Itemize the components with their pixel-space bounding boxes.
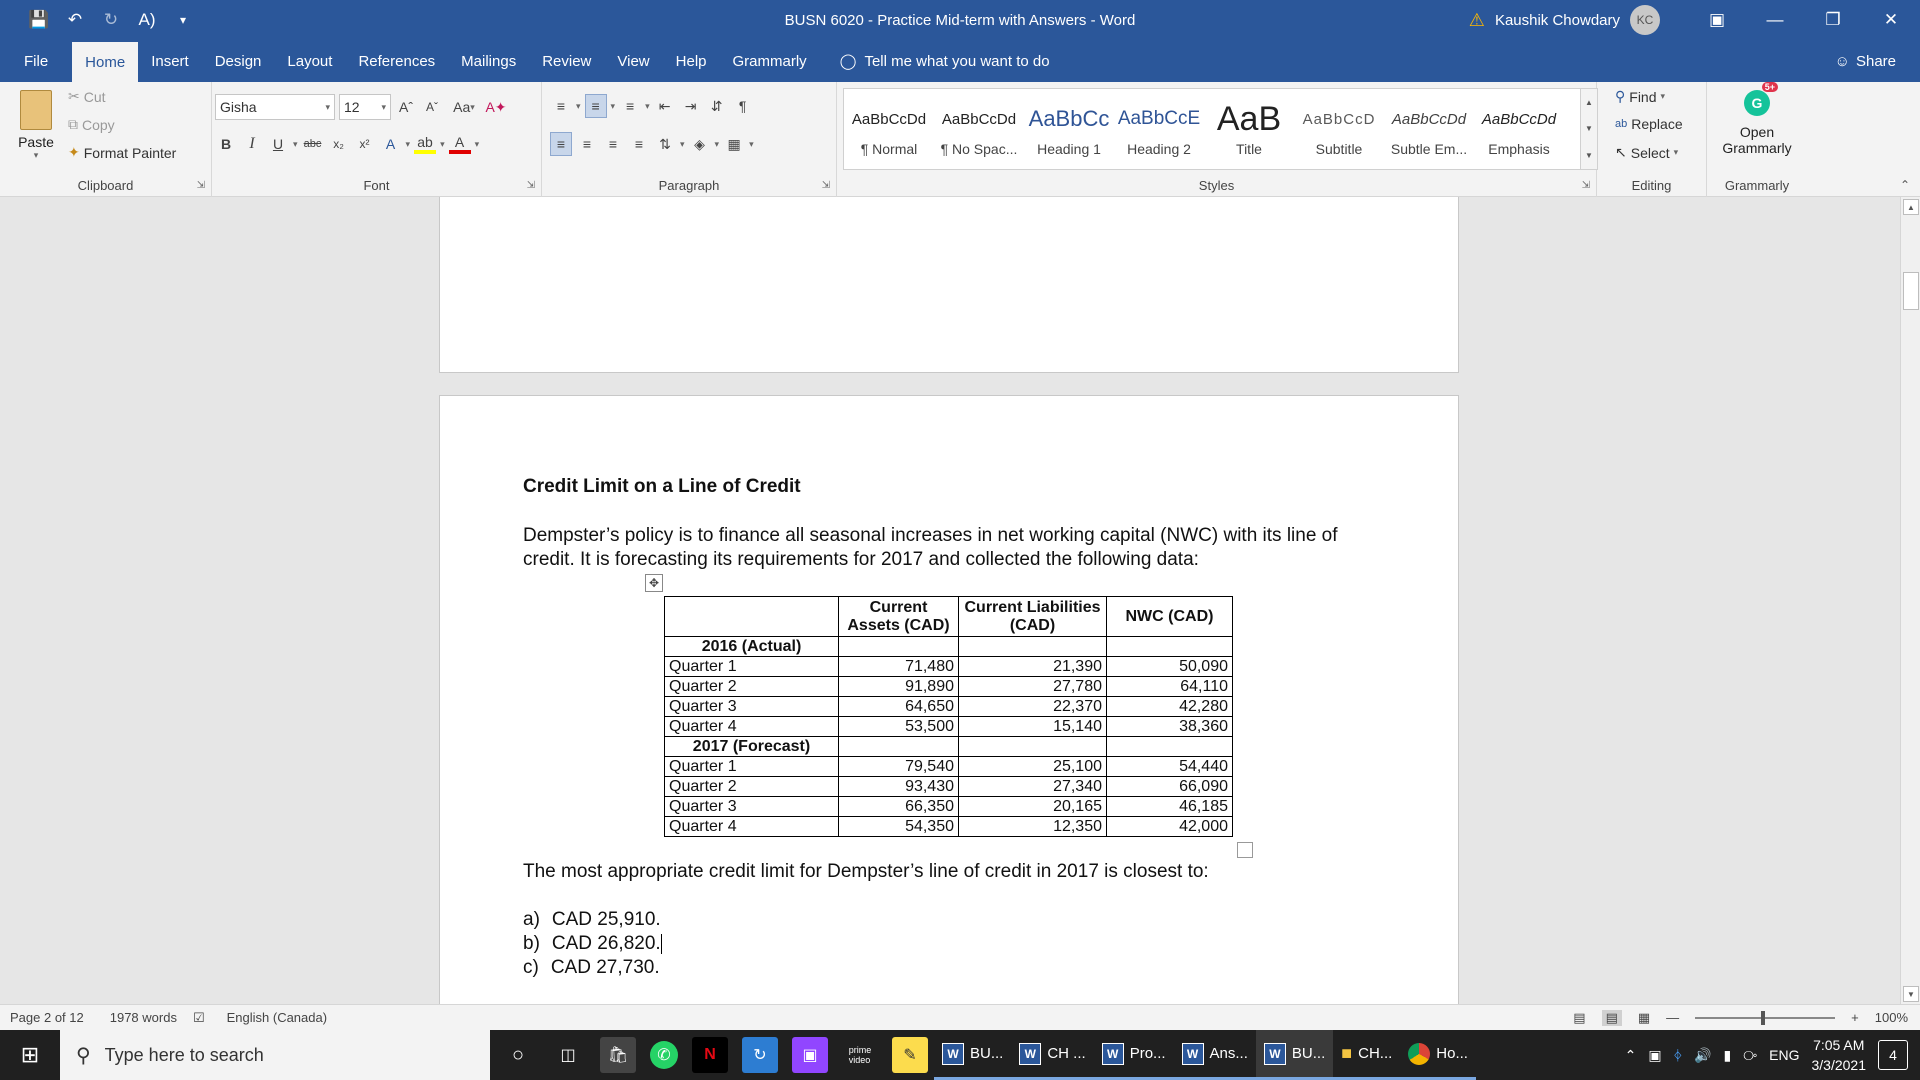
sort-icon[interactable]: ⇵ (710, 97, 723, 114)
previous-page (439, 197, 1459, 373)
window-controls (1688, 0, 1920, 40)
save-icon[interactable]: 💾 (28, 10, 50, 29)
font-size-select[interactable]: 12 ▾ (339, 94, 391, 120)
collapse-ribbon-icon[interactable]: ⌃ (1899, 178, 1910, 192)
netflix-icon[interactable]: N (692, 1037, 728, 1073)
scroll-thumb[interactable] (1903, 272, 1919, 310)
word-icon: W (1102, 1043, 1124, 1065)
text-cursor (661, 934, 662, 954)
tab-insert[interactable]: Insert (151, 52, 189, 70)
text-effects-icon[interactable]: A (385, 136, 396, 152)
volume-icon[interactable]: 🔊 (1694, 1046, 1712, 1063)
editing-group (1597, 82, 1707, 197)
table-row: Quarter 4 53,500 15,140 38,360 (665, 717, 1233, 737)
word-icon: W (942, 1043, 964, 1065)
copy-button[interactable]: ⧉ Copy (68, 116, 115, 133)
style-subtle-emphasis[interactable]: AaBbCcDd Subtle Em... (1390, 110, 1468, 157)
chevron-down-icon: ▾ (1673, 147, 1679, 157)
shrink-font-icon[interactable]: Aˇ (426, 100, 438, 114)
pilcrow-icon[interactable]: ¶ (738, 98, 747, 114)
tab-view[interactable]: View (617, 52, 650, 70)
align-left-icon[interactable]: ≡ (550, 132, 572, 156)
status-bar (0, 1004, 1920, 1030)
shading-icon[interactable]: ◈ (694, 135, 705, 152)
chevron-down-icon[interactable]: ▾ (405, 138, 411, 149)
justify-icon[interactable]: ≡ (634, 136, 644, 152)
taskbar-app-explorer[interactable]: ■ CH... (1333, 1030, 1400, 1080)
battery-icon[interactable]: ▮ (1723, 1046, 1732, 1063)
clipboard-label: Clipboard (77, 178, 134, 193)
system-tray (1625, 1030, 1920, 1080)
word-count[interactable]: 1978 words (109, 1010, 177, 1025)
styles-label: Styles (1198, 178, 1235, 193)
style-title[interactable]: AaB Title (1216, 99, 1282, 157)
paintbrush-icon: ✦ (68, 144, 80, 160)
windows-start-icon[interactable]: ⊞ (20, 1042, 40, 1067)
taskbar-app-chrome[interactable]: Ho... (1400, 1030, 1476, 1080)
whatsapp-icon[interactable]: ✆ (650, 1041, 678, 1069)
style-normal[interactable]: AaBbCcDd ¶ Normal (851, 110, 927, 157)
bullets-icon[interactable]: ≡ (556, 98, 566, 114)
scissors-icon: ✂ (68, 88, 80, 104)
document-area (0, 197, 1900, 1004)
cursor-icon: ↖ (1615, 144, 1627, 160)
change-case-button[interactable]: Aa ▾ (453, 99, 475, 115)
data-table (664, 596, 1233, 837)
cut-button[interactable]: ✂ Cut (68, 88, 106, 105)
styles-gallery (843, 88, 1593, 170)
scroll-down-icon[interactable]: ▼ (1903, 986, 1919, 1002)
table-section-row: 2016 (Actual) (665, 637, 1233, 657)
warning-icon: ⚠ (1468, 9, 1485, 30)
align-center-icon[interactable]: ≡ (582, 136, 592, 152)
lightbulb-icon: ◯ (839, 53, 857, 70)
table-section-row: 2017 (Forecast) (665, 737, 1233, 757)
wifi-icon[interactable]: ⧂ (1743, 1046, 1758, 1063)
sticky-notes-icon[interactable]: ✎ (892, 1037, 928, 1073)
select-button[interactable]: ↖ Select ▾ (1615, 144, 1679, 161)
zoom-level[interactable]: 100% (1874, 1010, 1908, 1025)
grammarly-badge: 5+ (1762, 82, 1778, 92)
font-color-icon[interactable]: A (449, 134, 471, 154)
print-layout-icon[interactable]: ▤ (1602, 1010, 1622, 1026)
question-text: The most appropriate credit limit for Dempster’s line of credit in 2017 is closest to: (523, 861, 1209, 882)
taskbar-pinned (500, 1037, 928, 1073)
style-emphasis[interactable]: AaBbCcDd Emphasis (1481, 110, 1557, 157)
table-row: Quarter 3 64,650 22,370 42,280 (665, 697, 1233, 717)
title-bar (0, 0, 1920, 40)
clipboard-group (0, 82, 212, 197)
document-paragraph: Dempster’s policy is to finance all seasonal increases in net working capital (NWC) with its line of credit. It is forecasting its requirements for 2017 and collected the following data: (523, 525, 1338, 570)
decrease-indent-icon[interactable]: ⇤ (658, 97, 671, 114)
web-layout-icon[interactable]: ▦ (1637, 1009, 1651, 1025)
share-button[interactable]: ☺ Share (1834, 52, 1896, 70)
page-count[interactable]: Page 2 of 12 (10, 1010, 84, 1025)
tab-design[interactable]: Design (214, 52, 262, 70)
taskbar-app-word-1[interactable]: W BU... (934, 1030, 1011, 1080)
taskbar (0, 1030, 1920, 1080)
word-icon: W (1264, 1043, 1286, 1065)
person-icon: ☺ (1834, 52, 1850, 70)
font-label: Font (363, 178, 390, 193)
word-icon: W (1019, 1043, 1041, 1065)
chevron-down-icon: ▾ (381, 101, 386, 112)
style-subtitle[interactable]: AaBbCcD Subtitle (1302, 110, 1376, 157)
bluetooth-icon[interactable]: ᛄ (1673, 1047, 1682, 1063)
line-spacing-icon[interactable]: ⇅ (659, 135, 671, 152)
view-controls (1573, 1005, 1908, 1031)
paste-button[interactable]: Paste ▾ (12, 90, 60, 161)
paragraph-label: Paragraph (658, 178, 720, 193)
font-row-1 (215, 94, 507, 120)
table-resize-handle[interactable] (1237, 842, 1253, 858)
style-heading-1[interactable]: AaBbCc Heading 1 (1028, 106, 1110, 157)
sync-icon[interactable]: ↻ (742, 1037, 778, 1073)
find-button[interactable]: ⚲ Find ▾ (1615, 88, 1666, 105)
cortana-icon[interactable]: ○ (511, 1043, 525, 1066)
read-mode-icon[interactable]: ▤ (1573, 1009, 1586, 1025)
align-right-icon[interactable]: ≡ (608, 136, 618, 152)
style-no-spacing[interactable]: AaBbCcDd ¶ No Spac... (940, 110, 1018, 157)
chevron-down-icon: ▾ (33, 150, 39, 160)
undo-icon[interactable]: ↶ (67, 10, 83, 29)
close-button[interactable]: ✕ (1883, 10, 1899, 29)
redo-icon[interactable]: ↻ (103, 10, 119, 29)
grammarly-group (1707, 82, 1807, 197)
replace-icon: ab (1615, 118, 1628, 130)
zoom-out-icon[interactable]: — (1666, 1010, 1680, 1025)
highlight-icon[interactable]: ab (414, 134, 436, 154)
word-icon: W (1182, 1043, 1204, 1065)
window-title: BUSN 6020 - Practice Mid-term with Answers - Word (784, 11, 1136, 29)
superscript-icon[interactable]: x² (359, 137, 370, 151)
tab-layout[interactable]: Layout (287, 52, 333, 70)
font-row-2 (215, 132, 479, 156)
italic-icon[interactable]: I (249, 135, 255, 152)
tab-help[interactable]: Help (675, 52, 707, 70)
customize-icon[interactable]: ▾ (179, 13, 187, 27)
clock[interactable]: 7:05 AM 3/3/2021 (1811, 1037, 1866, 1073)
tab-grammarly[interactable]: Grammarly (732, 52, 807, 70)
paragraph-row-2: ≡ ≡ ≡ ≡ ⇅ ▾ ◈ ▾ ▦ ▾ (550, 132, 754, 156)
answer-option: c) CAD 27,730. (523, 957, 660, 978)
taskbar-app-word-5[interactable]: W BU... (1256, 1030, 1333, 1080)
multilevel-list-icon[interactable]: ≡ (625, 98, 635, 114)
tab-home[interactable]: Home (72, 42, 138, 82)
tab-review[interactable]: Review (542, 52, 592, 70)
scroll-down-icon[interactable]: ▼ (1585, 124, 1593, 134)
zoom-slider[interactable] (1695, 1017, 1835, 1019)
meet-now-icon[interactable]: ▣ (1648, 1046, 1662, 1063)
clipboard-icon (20, 90, 52, 130)
grammarly-icon: G 5+ (1744, 90, 1770, 116)
table-row: Quarter 3 66,350 20,165 46,185 (665, 797, 1233, 817)
open-grammarly-button[interactable]: G 5+ Open Grammarly (1722, 82, 1792, 156)
copy-icon: ⧉ (68, 116, 78, 132)
document-title: BUSN 6020 - Practice Mid-term with Answers (784, 11, 1087, 29)
chrome-icon (1408, 1043, 1430, 1065)
twitch-icon[interactable]: ▣ (792, 1037, 828, 1073)
zoom-knob[interactable] (1761, 1011, 1765, 1025)
dialog-launcher-icon[interactable]: ⇲ (821, 180, 830, 191)
subscript-icon[interactable]: x₂ (333, 137, 344, 151)
taskbar-search[interactable]: ⚲ Type here to search (60, 1030, 490, 1080)
tab-mailings[interactable]: Mailings (461, 52, 517, 70)
quick-access-toolbar (0, 0, 198, 40)
folder-icon: ■ (1341, 1043, 1353, 1063)
dialog-launcher-icon[interactable]: ⇲ (526, 180, 535, 191)
taskbar-app-word-4[interactable]: W Ans... (1174, 1030, 1256, 1080)
taskbar-app-word-2[interactable]: W CH ... (1011, 1030, 1093, 1080)
dialog-launcher-icon[interactable]: ⇲ (1581, 180, 1590, 191)
chevron-up-icon[interactable]: ⌃ (1624, 1046, 1637, 1063)
table-move-handle-icon[interactable]: ✥ (645, 574, 663, 592)
more-styles-icon[interactable]: ▼ (1585, 151, 1593, 161)
current-page[interactable] (439, 395, 1459, 1004)
user-name: Kaushik Chowdary (1494, 11, 1620, 29)
table-row: Quarter 4 54,350 12,350 42,000 (665, 817, 1233, 837)
proofing-icon[interactable]: ☑ (192, 1009, 205, 1025)
minimize-button[interactable]: — (1766, 10, 1784, 29)
document-heading: Credit Limit on a Line of Credit (523, 476, 801, 497)
search-icon: ⚲ (76, 1044, 91, 1067)
borders-icon[interactable]: ▦ (727, 135, 741, 152)
paragraph-row-1: ≡ ▾ ≡ ▾ ≡ ▾ ⇤ ⇥ ⇵ ¶ (550, 94, 754, 118)
table-row: Quarter 2 91,890 27,780 64,110 (665, 677, 1233, 697)
style-heading-2[interactable]: AaBbCcE Heading 2 (1117, 108, 1201, 157)
zoom-in-icon[interactable]: + (1851, 1010, 1859, 1025)
app-name: Word (1099, 11, 1136, 29)
table-row: Quarter 1 79,540 25,100 54,440 (665, 757, 1233, 777)
language-indicator[interactable]: English (Canada) (226, 1010, 328, 1025)
task-view-icon[interactable]: ◫ (560, 1047, 576, 1064)
tab-references[interactable]: References (358, 52, 436, 70)
increase-indent-icon[interactable]: ⇥ (684, 97, 697, 114)
restore-button[interactable]: ❐ (1825, 10, 1841, 29)
replace-button[interactable]: ab Replace (1615, 116, 1683, 132)
editing-label: Editing (1631, 178, 1672, 193)
store-icon[interactable]: 🛍 (600, 1037, 636, 1073)
tell-me-search[interactable]: ◯ Tell me what you want to do (839, 52, 1050, 70)
ribbon (0, 82, 1920, 197)
font-name-select[interactable]: Gisha ▾ (215, 94, 335, 120)
account-area[interactable] (1469, 5, 1660, 35)
ribbon-display-icon[interactable]: ▣ (1708, 10, 1726, 29)
read-aloud-icon[interactable]: A) (138, 10, 156, 29)
language-indicator[interactable]: ENG (1769, 1047, 1800, 1063)
answer-option: a) CAD 25,910. (523, 909, 661, 930)
taskbar-app-word-3[interactable]: W Pro... (1094, 1030, 1174, 1080)
scroll-up-icon[interactable]: ▲ (1903, 199, 1919, 215)
grow-font-icon[interactable]: Aˆ (399, 99, 413, 115)
paragraph-group (542, 82, 837, 197)
answer-option: b) CAD 26,820. (523, 933, 661, 954)
chevron-down-icon[interactable]: ▾ (440, 138, 445, 149)
table-header-row: Current Assets (CAD) Current Liabilities (CAD) NWC (CAD) (665, 597, 1233, 637)
chevron-down-icon[interactable]: ▾ (474, 138, 480, 149)
strikethrough-icon[interactable]: abc (303, 138, 322, 150)
scroll-up-icon[interactable]: ▲ (1585, 97, 1593, 107)
clear-formatting-icon[interactable]: A✦ (485, 98, 507, 115)
dialog-launcher-icon[interactable]: ⇲ (196, 180, 205, 191)
avatar[interactable]: KC (1630, 5, 1660, 35)
chevron-down-icon: ▾ (1660, 91, 1666, 101)
underline-icon[interactable]: U (272, 136, 284, 152)
bold-icon[interactable]: B (220, 136, 232, 152)
format-painter-button[interactable]: ✦ Format Painter (68, 144, 177, 161)
chevron-down-icon[interactable]: ▾ (293, 138, 298, 149)
notification-icon[interactable]: 4 (1878, 1040, 1908, 1070)
font-group (212, 82, 542, 197)
ribbon-tabs (0, 40, 1920, 82)
prime-video-icon[interactable]: prime video (848, 1045, 872, 1065)
chevron-down-icon: ▾ (325, 101, 330, 112)
tab-file[interactable]: File (24, 52, 49, 70)
vertical-scrollbar[interactable] (1900, 197, 1920, 1004)
table-row: Quarter 1 71,480 21,390 50,090 (665, 657, 1233, 677)
numbering-icon[interactable]: ≡ (585, 94, 607, 118)
grammarly-label: Grammarly (1724, 178, 1790, 193)
search-icon: ⚲ (1615, 88, 1626, 104)
answer-list (523, 908, 662, 980)
styles-scroll[interactable] (1580, 88, 1598, 170)
table-row: Quarter 2 93,430 27,340 66,090 (665, 777, 1233, 797)
